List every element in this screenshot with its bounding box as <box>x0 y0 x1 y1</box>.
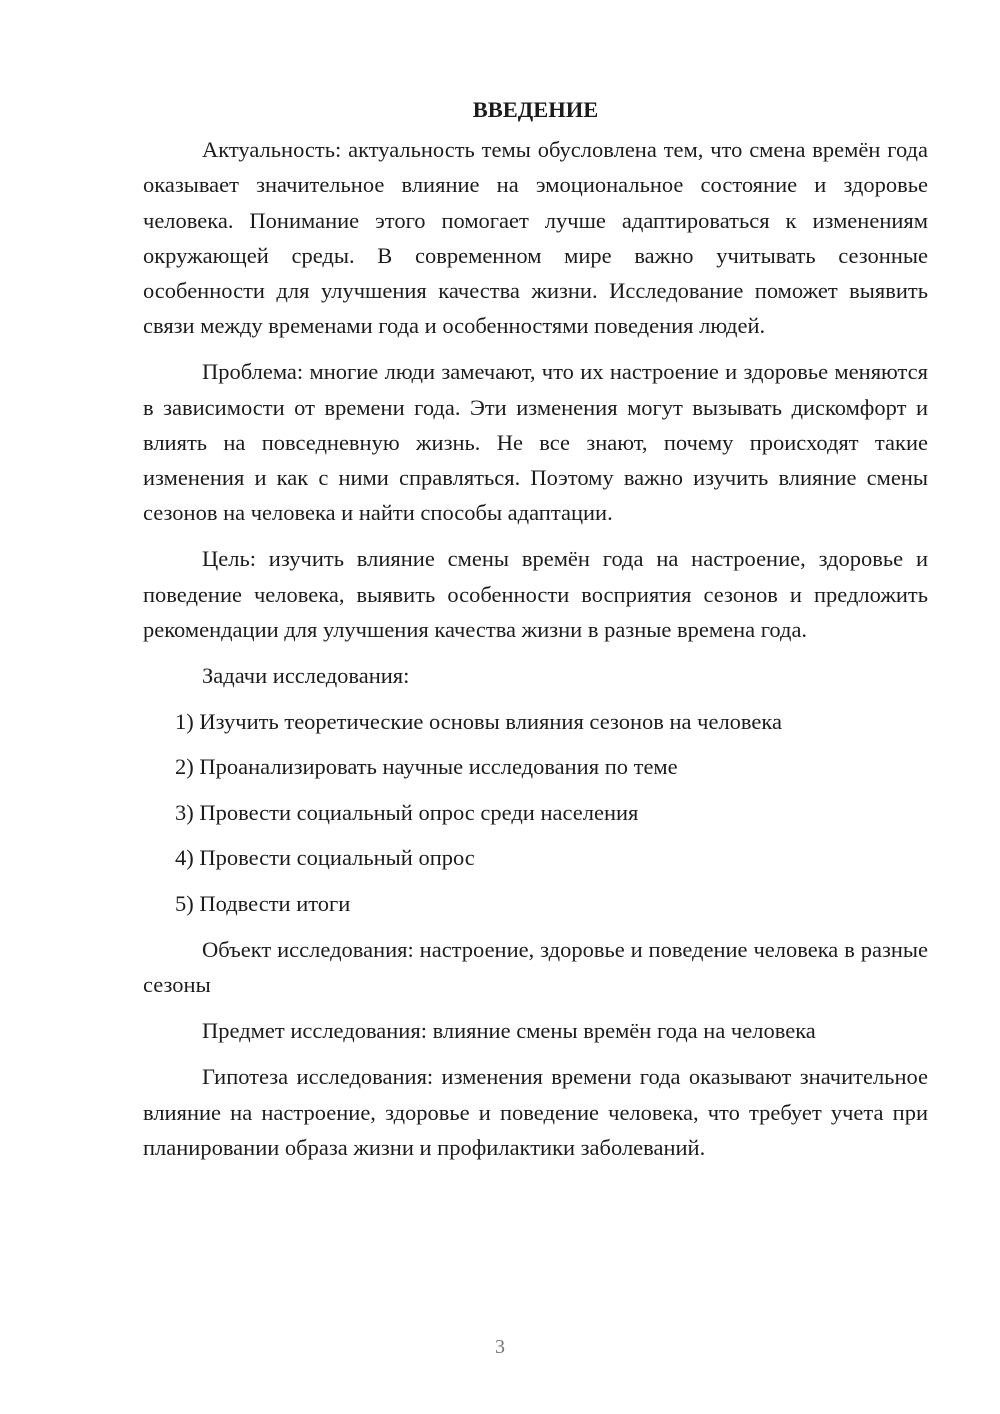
goal-paragraph: Цель: изучить влияние смены времён года на настроение, здоровье и поведение человека, выявить особенности восприятия сезонов и предложить рекомендации для улучшения качества жизни в разные времена года. <box>143 546 928 642</box>
task-item: 5) Подвести итоги <box>175 890 351 916</box>
page-content <box>143 92 928 1165</box>
relevance-paragraph: Актуальность: актуальность темы обусловлена тем, что смена времён года оказывает значительное влияние на эмоциональное состояние и здоровье человека. Понимание этого помогает лучше адаптироваться к изменениям окружающей среды. В современном мире важно учитывать сезонные особенности для улучшения качества жизни. Исследование поможет выявить связи между временами года и особенностями поведения людей. <box>143 137 928 339</box>
page-title: ВВЕДЕНИЕ <box>472 97 599 122</box>
hypothesis-paragraph: Гипотеза исследования: изменения времени года оказывают значительное влияние на настроение, здоровье и поведение человека, что требует учета при планировании образа жизни и профилактики заболеваний. <box>143 1064 928 1160</box>
task-item: 2) Проанализировать научные исследования по теме <box>175 754 678 780</box>
object-paragraph: Объект исследования: настроение, здоровье и поведение человека в разные сезоны <box>143 936 928 997</box>
tasks-heading: Задачи исследования: <box>202 663 410 689</box>
task-item: 4) Провести социальный опрос <box>175 845 475 871</box>
tasks-list <box>143 704 928 921</box>
subject-paragraph: Предмет исследования: влияние смены времён года на человека <box>202 1018 816 1044</box>
task-item: 3) Провести социальный опрос среди населения <box>175 799 639 825</box>
problem-paragraph: Проблема: многие люди замечают, что их настроение и здоровье меняются в зависимости от времени года. Эти изменения могут вызывать дискомфорт и влиять на повседневную жизнь. Не все знают, почему происходят такие изменения и как с ними справляться. Поэтому важно изучить влияние смены сезонов на человека и найти способы адаптации. <box>143 359 928 526</box>
task-item: 1) Изучить теоретические основы влияния сезонов на человека <box>175 708 782 734</box>
page-number: 3 <box>495 1336 505 1358</box>
